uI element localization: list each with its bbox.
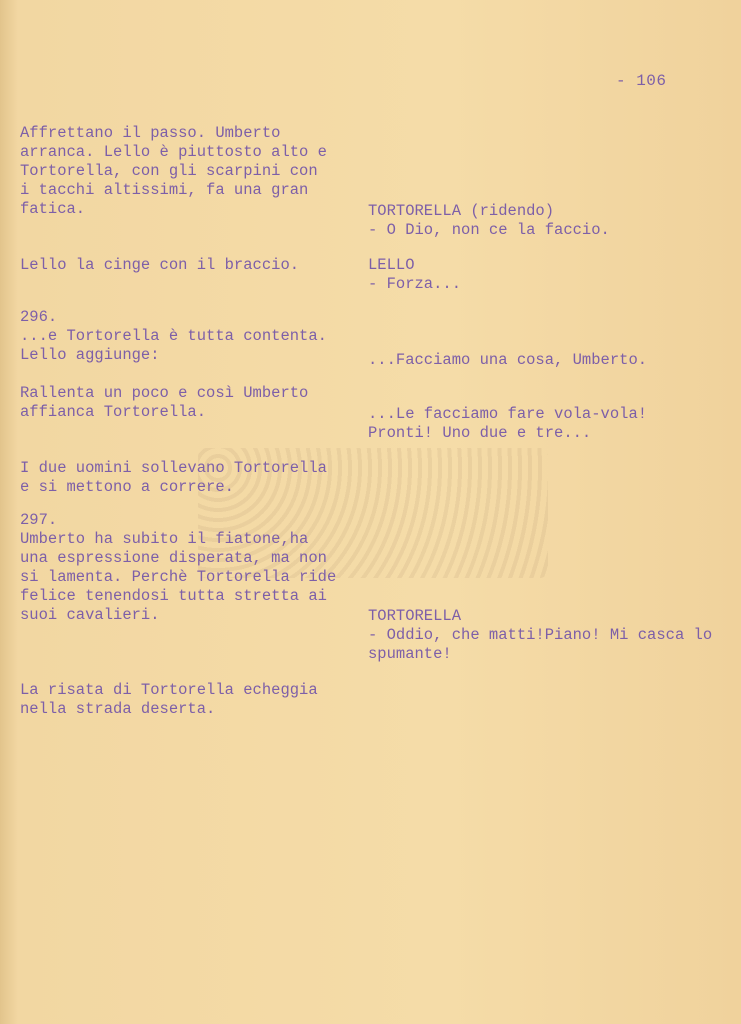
dialogue-lello-forza: LELLO - Forza... xyxy=(368,256,462,293)
scene-297-direction: 297. Umberto ha subito il fiatone,ha una espressione disperata, ma non si lamenta. Perchè Tortorella ride felice tenendosi tutta stretta ai suoi cavalieri. xyxy=(20,511,337,624)
dialogue-tortorella-ridendo: TORTORELLA (ridendo) - O Dio, non ce la faccio. xyxy=(368,202,610,239)
stage-direction-cinge: Lello la cinge con il braccio. xyxy=(20,256,300,274)
scene-296-direction: 296. ...e Tortorella è tutta contenta. Lello aggiunge: xyxy=(20,308,327,364)
dialogue-tortorella-oddio: TORTORELLA - Oddio, che matti!Piano! Mi casca lo spumante! xyxy=(368,607,713,663)
stage-direction-sollevano: I due uomini sollevano Tortorella e si mettono a correre. xyxy=(20,459,327,496)
stage-direction-affrettano: Affrettano il passo. Umberto arranca. Lello è piuttosto alto e Tortorella, con gli scarpini con i tacchi altissimi, fa una gran fatica. xyxy=(20,124,327,218)
stage-direction-rallenta: Rallenta un poco e così Umberto affianca Tortorella. xyxy=(20,384,309,421)
dialogue-vola-vola: ...Le facciamo fare vola-vola! Pronti! Uno due e tre... xyxy=(368,405,648,442)
stage-direction-risata: La risata di Tortorella echeggia nella strada deserta. xyxy=(20,681,318,718)
page-number: - 106 xyxy=(616,72,667,90)
dialogue-facciamo-cosa: ...Facciamo una cosa, Umberto. xyxy=(368,351,648,369)
